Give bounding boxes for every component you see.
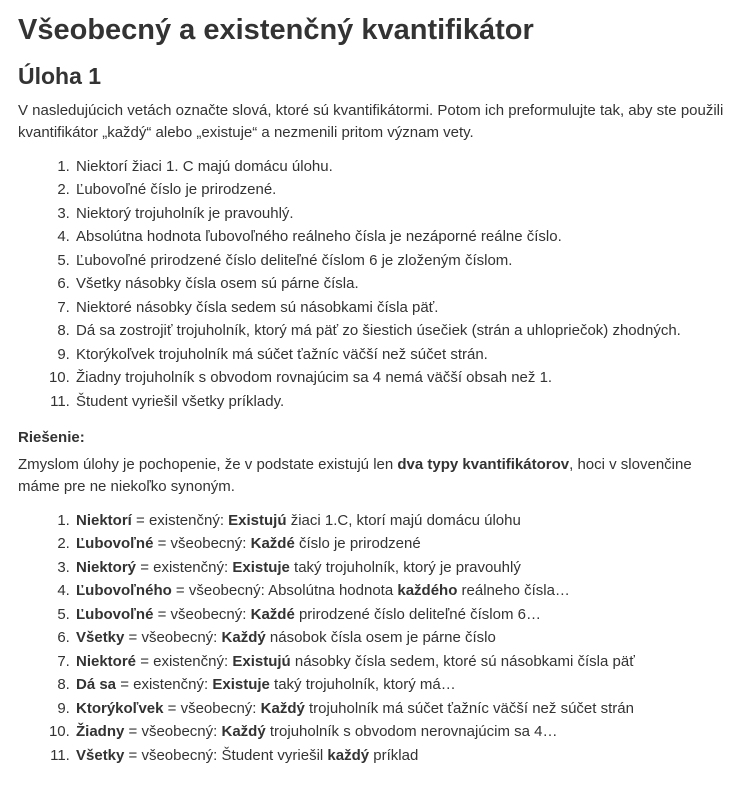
plain-text: , hoci v slovenčine máme pre ne niekoľko synoným. [18,456,692,495]
solution-list-item [74,557,730,580]
plain-text: trojuholník s obvodom nerovnajúcim sa 4… [265,723,558,740]
solution-list-item [74,510,730,533]
highlighted-text: dva typy kvantifikátorov [397,456,570,473]
plain-text: taký trojuholník, ktorý má… [269,676,456,693]
solution-heading: Riešenie: [18,429,85,446]
highlighted-text: Ľubovoľného [76,582,172,599]
highlighted-text: Existujú [232,652,291,670]
task-list [18,156,730,414]
plain-text: Zmyslom úlohy je pochopenie, že v podstate existujú len [18,456,398,473]
task-list-item: 10. Žiadny trojuholník s obvodom rovnajúcim sa 4 nemá väčší obsah než 1. [74,367,730,390]
highlighted-text: každého [397,582,458,599]
solution-list-item [74,698,730,721]
highlighted-text: Existuje [232,558,290,576]
solution-list-item [74,651,730,674]
highlighted-text: Všetky [76,629,125,646]
solution-intro-paragraph [18,454,730,498]
task-list-item: 2. Ľubovoľné číslo je prirodzené. [74,179,730,202]
plain-text: taký trojuholník, ktorý je pravouhlý [289,558,521,576]
plain-text: reálneho čísla… [457,582,570,599]
solution-list-item [74,721,730,744]
highlighted-text: Každý [221,723,266,740]
solution-list-item [74,627,730,650]
task-list-item: 5. Ľubovoľné prirodzené číslo deliteľné číslom 6 je zloženým číslom. [74,250,730,273]
intro-paragraph: V nasledujúcich vetách označte slová, ktoré sú kvantifikátormi. Potom ich preformulujte tak, aby ste použili kvantifikátor „každý“ alebo „existuje“ a nezmenili pritom význam vety. [18,102,724,141]
solution-list-item [74,745,730,768]
plain-text: číslo je prirodzené [294,535,421,552]
highlighted-text: Každý [221,629,266,646]
solution-list-item [74,580,730,603]
task-list-item: 9. Ktorýkoľvek trojuholník má súčet ťažníc väčší než súčet strán. [74,344,730,367]
plain-text: násobky čísla sedem, ktoré sú násobkami čísla päť [290,652,635,670]
plain-text: trojuholník má súčet ťažníc väčší než súčet strán [304,699,634,717]
solution-list-item [74,674,730,697]
highlighted-text: každý [327,746,370,764]
highlighted-text: Každý [260,699,305,717]
plain-text: = všeobecný: [124,629,222,646]
plain-text: = existenčný: [116,676,213,693]
plain-text: = všeobecný: [163,699,261,717]
plain-text: = všeobecný: [124,723,222,740]
plain-text: = existenčný: [136,558,233,576]
plain-text: žiaci 1.C, ktorí majú domácu úlohu [286,511,521,529]
highlighted-text: Ľubovoľné [76,535,154,552]
solution-list-item [74,604,730,627]
highlighted-text: Ľubovoľné [76,605,154,623]
plain-text: = všeobecný: [153,535,251,552]
highlighted-text: Dá sa [76,676,117,693]
plain-text: = všeobecný: Absolútna hodnota [171,582,398,599]
plain-text: = existenčný: [131,511,229,529]
highlighted-text: Žiadny [76,723,125,740]
highlighted-text: Niektorý [76,558,137,576]
plain-text: prirodzené číslo deliteľné číslom 6… [294,605,541,623]
task-list-item: 11. Študent vyriešil všetky príklady. [74,391,730,414]
plain-text: príklad [369,746,419,764]
plain-text: = všeobecný: Študent vyriešil [124,746,328,764]
highlighted-text: Niektorí [76,511,132,529]
task-list-item: 7. Niektoré násobky čísla sedem sú násobkami čísla päť. [74,297,730,320]
task-list-item: 6. Všetky násobky čísla osem sú párne čísla. [74,273,730,296]
page-title: Všeobecný a existenčný kvantifikátor [18,14,534,46]
highlighted-text: Existujú [228,511,287,529]
plain-text: = všeobecný: [153,605,251,623]
task-list-item: 8. Dá sa zostrojiť trojuholník, ktorý má päť zo šiestich úsečiek (strán a uhlopriečok) zhodných. [74,320,730,343]
highlighted-text: Niektoré [76,652,137,670]
highlighted-text: Všetky [76,746,125,764]
task-list-item: 1. Niektorí žiaci 1. C majú domácu úlohu. [74,156,730,179]
plain-text: = existenčný: [136,652,233,670]
plain-text: násobok čísla osem je párne číslo [265,629,496,646]
task-list-item: 3. Niektorý trojuholník je pravouhlý. [74,203,730,226]
solution-list-item [74,533,730,556]
solution-list [18,510,730,768]
highlighted-text: Každé [250,605,295,623]
highlighted-text: Ktorýkoľvek [76,699,164,717]
highlighted-text: Existuje [212,676,270,693]
section-title-uloha-1: Úloha 1 [18,63,102,89]
task-list-item: 4. Absolútna hodnota ľubovoľného reálneho čísla je nezáporné reálne číslo. [74,226,730,249]
highlighted-text: Každé [250,535,295,552]
